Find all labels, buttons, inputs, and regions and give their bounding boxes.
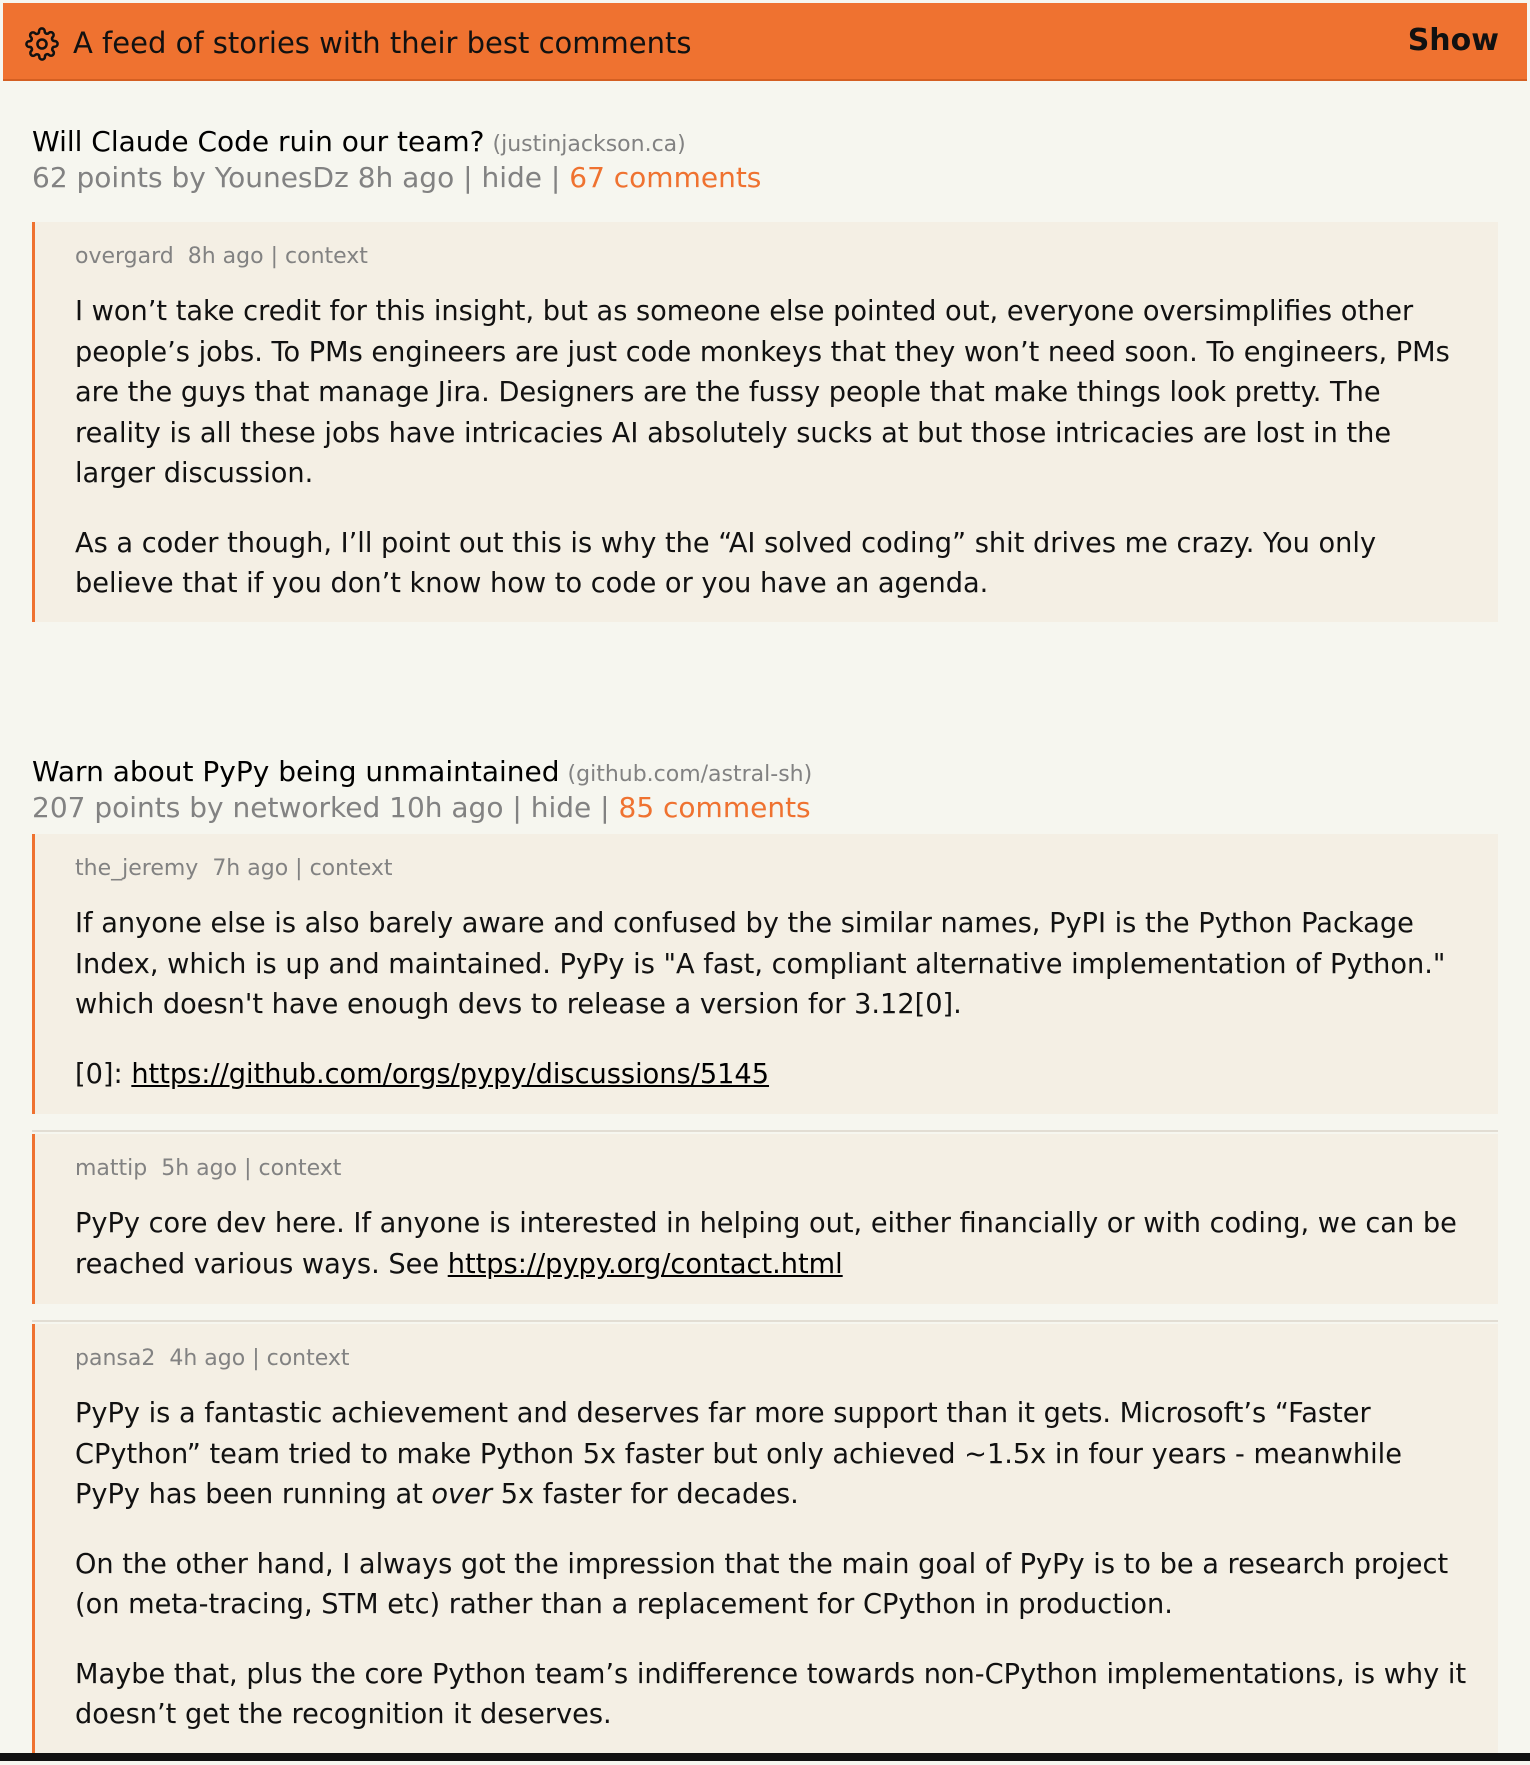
story-title-line <box>32 754 1498 790</box>
context-link[interactable]: context <box>309 856 393 881</box>
comment-body <box>75 1204 1475 1314</box>
story-by: by <box>171 161 206 194</box>
context-link[interactable]: context <box>258 1156 342 1181</box>
comment-age[interactable]: 7h ago <box>212 856 289 881</box>
comment-meta <box>75 1154 341 1184</box>
emphasis-text: over <box>431 1479 493 1510</box>
story-age[interactable]: 10h ago <box>389 791 504 824</box>
separator: | <box>463 161 473 194</box>
separator: | <box>270 244 279 269</box>
comment-age[interactable]: 4h ago <box>169 1346 246 1371</box>
comment-paragraph: If anyone else is also barely aware and confused by the similar names, PyPI is the Python Package Index, which is up and maintained. PyPy is "A fast, compliant alternative implementation of Python." which doesn't have enough devs to release a version for 3.12[0]. <box>75 908 1446 1020</box>
comments-link[interactable]: 85 comments <box>618 791 811 824</box>
story-subline <box>32 160 1498 196</box>
gear-icon[interactable] <box>25 27 59 61</box>
comment-divider <box>32 1130 1498 1132</box>
story-domain[interactable]: (github.com/astral-sh) <box>567 762 813 787</box>
story-author[interactable]: YounesDz <box>214 161 349 194</box>
comment-user[interactable]: the_jeremy <box>75 856 199 881</box>
separator: | <box>512 791 522 824</box>
bottom-edge-bar <box>0 1753 1530 1761</box>
comment-age[interactable]: 5h ago <box>161 1156 238 1181</box>
story-title-link[interactable]: Warn about PyPy being unmaintained <box>32 755 560 788</box>
story-title-line <box>32 124 1498 160</box>
comment-block <box>32 1134 1498 1304</box>
comment-paragraph <box>75 1055 1475 1096</box>
comment-paragraph: On the other hand, I always got the impression that the main goal of PyPy is to be a research project (on meta-tracing, STM etc) rather than a replacement for CPython in production. <box>75 1548 1449 1620</box>
separator: | <box>295 856 303 881</box>
comment-user[interactable]: pansa2 <box>75 1346 156 1371</box>
comment-block <box>32 222 1498 622</box>
story-points: 207 points <box>32 791 181 824</box>
comment-meta <box>75 1344 350 1374</box>
comment-paragraph: Maybe that, plus the core Python team’s indifference towards non-CPython implementations, is why it doesn’t get the recognition it deserves. <box>75 1658 1467 1730</box>
separator: | <box>252 1346 260 1371</box>
comment-age[interactable]: 8h ago <box>187 244 264 269</box>
comment-body <box>75 292 1475 634</box>
context-link[interactable]: context <box>266 1346 350 1371</box>
separator: | <box>550 161 561 194</box>
comment-block <box>32 1324 1498 1753</box>
reference-link[interactable]: https://github.com/orgs/pypy/discussions/5145 <box>131 1058 770 1090</box>
top-header-bar <box>3 3 1527 81</box>
comment-paragraph: I won’t take credit for this insight, but as someone else pointed out, everyone oversimplifies other people’s jobs. To PMs engineers are just code monkeys that they won’t need soon. To engineers, PMs are the guys that manage Jira. Designers are the fussy people that make things look pretty. The reality is all these jobs have intricacies AI absolutely sucks at but those intricacies are lost in the larger discussion. <box>75 296 1450 489</box>
reference-prefix: [0]: <box>75 1058 132 1090</box>
story-author[interactable]: networked <box>232 791 381 824</box>
hide-link[interactable]: hide <box>481 161 542 194</box>
comment-body <box>75 904 1475 1124</box>
story-item <box>32 124 1498 196</box>
comment-paragraph <box>75 1394 1475 1516</box>
comment-user[interactable]: overgard <box>75 244 174 269</box>
story-item <box>32 754 1498 826</box>
comment-paragraph: As a coder though, I’ll point out this is why the “AI solved coding” shit drives me crazy. You only believe that if you don’t know how to code or you have an agenda. <box>75 527 1377 599</box>
hide-link[interactable]: hide <box>530 791 592 824</box>
story-by: by <box>189 791 224 824</box>
comment-meta <box>75 242 368 272</box>
separator: | <box>244 1156 252 1181</box>
comment-text: PyPy core dev here. If anyone is interested in helping out, either financially or with coding, we can be reached various ways. See <box>75 1208 1457 1280</box>
comment-body <box>75 1394 1475 1765</box>
story-domain[interactable]: (justinjackson.ca) <box>492 132 686 157</box>
comment-text: 5x faster for decades. <box>492 1479 799 1510</box>
comment-text: PyPy is a fantastic achievement and deserves far more support than it gets. Microsoft’s “Faster CPython” team tried to make Python 5x faster but only achieved ~1.5x in four years - meanwhile PyPy has been running at <box>75 1398 1402 1510</box>
story-points: 62 points <box>32 161 163 194</box>
comments-link[interactable]: 67 comments <box>569 161 762 194</box>
context-link[interactable]: context <box>285 244 368 269</box>
page-title: A feed of stories with their best comments <box>73 26 692 60</box>
comment-paragraph <box>75 1204 1475 1285</box>
comment-block <box>32 834 1498 1114</box>
contact-link[interactable]: https://pypy.org/contact.html <box>447 1248 843 1280</box>
comment-meta <box>75 854 393 884</box>
show-button[interactable]: Show <box>1407 23 1499 58</box>
story-age[interactable]: 8h ago <box>357 161 455 194</box>
story-title-link[interactable]: Will Claude Code ruin our team? <box>32 125 485 158</box>
comment-user[interactable]: mattip <box>75 1156 148 1181</box>
comment-divider <box>32 1320 1498 1322</box>
story-subline <box>32 790 1498 826</box>
separator: | <box>600 791 610 824</box>
